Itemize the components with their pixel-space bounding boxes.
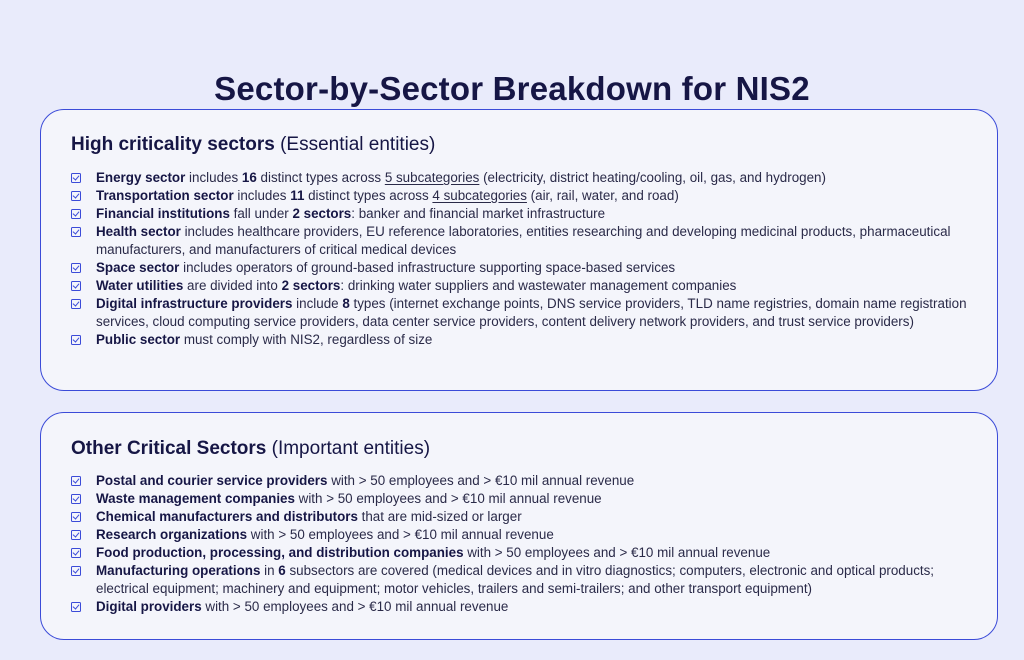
- item-label: Public sector: [96, 332, 181, 347]
- list-item: [71, 472, 975, 490]
- list-item: [71, 277, 975, 295]
- item-label: Manufacturing operations: [96, 563, 261, 578]
- item-label: Digital infrastructure providers: [96, 296, 293, 311]
- subcategories-link[interactable]: 5 subcategories: [384, 170, 480, 185]
- checkbox-icon: [71, 209, 81, 219]
- item-text: (electricity, district heating/cooling, oil, gas, and hydrogen): [479, 170, 826, 185]
- checkbox-icon: [71, 548, 81, 558]
- item-label: Research organizations: [96, 527, 248, 542]
- item-text: includes operators of ground-based infrastructure supporting space-based services: [179, 260, 676, 275]
- item-text: distinct types across: [304, 188, 433, 203]
- checkbox-icon: [71, 530, 81, 540]
- high-criticality-card: [40, 109, 998, 391]
- item-label: Food production, processing, and distribution companies: [96, 545, 464, 560]
- checkbox-icon: [71, 494, 81, 504]
- list-item: [71, 187, 975, 205]
- item-text: : drinking water suppliers and wastewater management companies: [340, 278, 737, 293]
- item-label: Energy sector: [96, 170, 186, 185]
- item-text: fall under: [229, 206, 293, 221]
- checkbox-icon: [71, 281, 81, 291]
- item-label: Digital providers: [96, 599, 202, 614]
- list-item: [71, 526, 975, 544]
- item-count: 8: [342, 296, 350, 311]
- item-text: with > 50 employees and > €10 mil annual revenue: [201, 599, 509, 614]
- list-item: [71, 544, 975, 562]
- item-count: 16: [241, 170, 257, 185]
- heading-sub: (Important entities): [271, 438, 431, 459]
- heading-bold: High criticality sectors: [71, 134, 275, 155]
- item-text: that are mid-sized or larger: [357, 509, 522, 524]
- checkbox-icon: [71, 566, 81, 576]
- item-label: Space sector: [96, 260, 180, 275]
- item-text: includes: [233, 188, 291, 203]
- item-text: : banker and financial market infrastructure: [351, 206, 606, 221]
- item-text: with > 50 employees and > €10 mil annual revenue: [294, 491, 602, 506]
- item-text: includes: [185, 170, 242, 185]
- other-critical-heading: [71, 438, 430, 460]
- checkbox-icon: [71, 173, 81, 183]
- page-title: Sector-by-Sector Breakdown for NIS2: [214, 70, 810, 108]
- item-label: Postal and courier service providers: [96, 473, 328, 488]
- item-count: 2 sectors: [281, 278, 341, 293]
- high-criticality-list: [71, 169, 975, 349]
- item-text: includes healthcare providers, EU reference laboratories, entities researching and developing medicinal products, pharmaceutical manufacturers, and manufacturers of critical medical devices: [96, 224, 951, 257]
- item-text: include: [292, 296, 343, 311]
- checkbox-icon: [71, 602, 81, 612]
- list-item: [71, 205, 975, 223]
- item-text: are divided into: [183, 278, 282, 293]
- item-text: distinct types across: [256, 170, 385, 185]
- list-item: [71, 169, 975, 187]
- item-count: 11: [290, 188, 305, 203]
- heading-sub: (Essential entities): [280, 134, 436, 155]
- list-item: [71, 295, 975, 331]
- list-item: [71, 223, 975, 259]
- heading-bold: Other Critical Sectors: [71, 438, 267, 459]
- item-label: Chemical manufacturers and distributors: [96, 509, 358, 524]
- item-count: 6: [278, 563, 286, 578]
- item-count: 2 sectors: [292, 206, 352, 221]
- checkbox-icon: [71, 191, 81, 201]
- item-text: (air, rail, water, and road): [526, 188, 679, 203]
- item-text: subsectors are covered (medical devices and in vitro diagnostics; computers, electronic and optical products; electrical equipment; machinery and equipment; motor vehicles, trailers and semi-trailers; and other transport equipment): [96, 563, 935, 596]
- checkbox-icon: [71, 227, 81, 237]
- item-label: Transportation sector: [96, 188, 234, 203]
- other-critical-list: [71, 472, 975, 616]
- list-item: [71, 331, 975, 349]
- list-item: [71, 562, 975, 598]
- list-item: [71, 508, 975, 526]
- list-item: [71, 259, 975, 277]
- item-text: with > 50 employees and > €10 mil annual revenue: [327, 473, 635, 488]
- item-label: Health sector: [96, 224, 181, 239]
- item-text: must comply with NIS2, regardless of size: [180, 332, 433, 347]
- item-label: Waste management companies: [96, 491, 295, 506]
- checkbox-icon: [71, 263, 81, 273]
- item-text: with > 50 employees and > €10 mil annual revenue: [247, 527, 554, 542]
- subcategories-link[interactable]: 4 subcategories: [432, 188, 527, 203]
- checkbox-icon: [71, 512, 81, 522]
- item-label: Financial institutions: [96, 206, 230, 221]
- high-criticality-heading: [71, 134, 435, 156]
- item-text: with > 50 employees and > €10 mil annual revenue: [463, 545, 771, 560]
- item-text: in: [260, 563, 279, 578]
- other-critical-card: [40, 412, 998, 640]
- list-item: [71, 598, 975, 616]
- list-item: [71, 490, 975, 508]
- checkbox-icon: [71, 299, 81, 309]
- item-text: types (internet exchange points, DNS service providers, TLD name registries, domain name registration services, cloud computing service providers, data center service providers, content delivery network providers, and trust service providers): [96, 296, 967, 329]
- checkbox-icon: [71, 476, 81, 486]
- item-label: Water utilities: [96, 278, 184, 293]
- checkbox-icon: [71, 335, 81, 345]
